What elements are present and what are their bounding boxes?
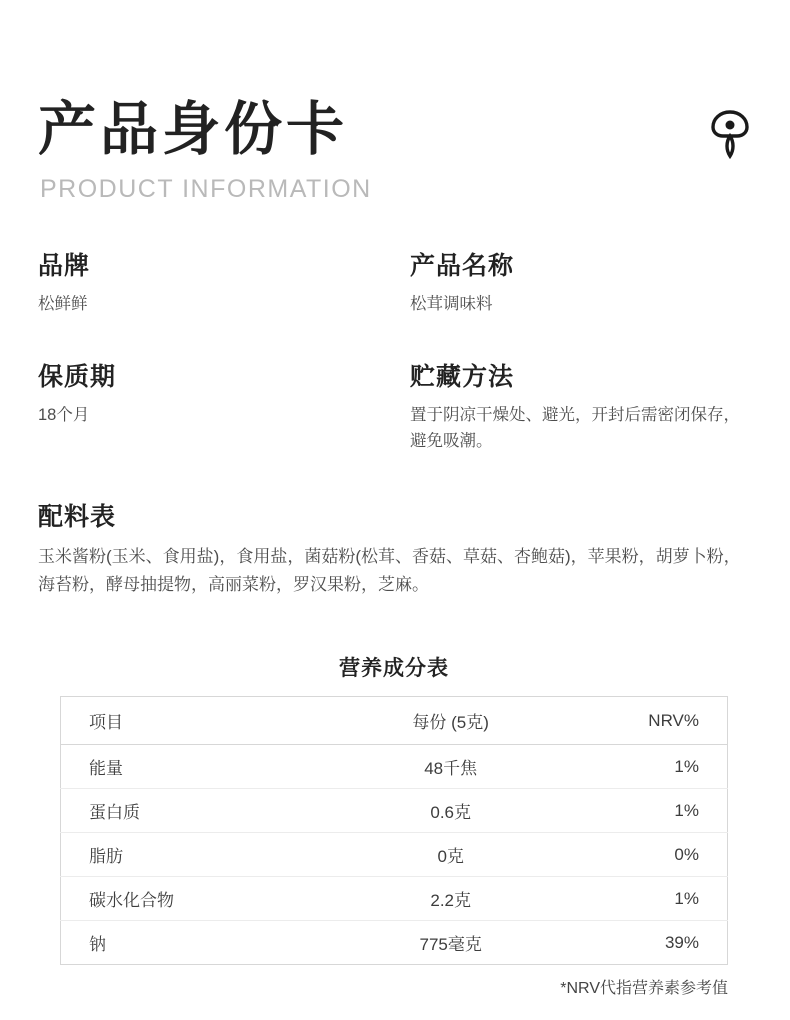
nrv-footnote: *NRV代指营养素参考值	[560, 980, 728, 998]
cell-item: 能量	[89, 759, 123, 779]
card-header	[38, 97, 750, 204]
table-row	[61, 745, 728, 789]
field-shelf-life-value: 18个月	[38, 406, 90, 425]
nutrition-table-body	[61, 745, 728, 965]
table-row	[61, 921, 728, 965]
field-product-name-label: 产品名称	[410, 251, 515, 280]
column-header-per-serving: 每份 (5克)	[341, 697, 561, 745]
cell-per-serving: 48千焦	[424, 759, 478, 779]
page-subtitle: PRODUCT INFORMATION	[40, 174, 372, 203]
page-title: 产品身份卡	[38, 97, 349, 162]
field-brand	[38, 246, 410, 318]
cell-per-serving: 2.2克	[341, 877, 561, 921]
cell-item: 碳水化合物	[61, 877, 341, 921]
column-header-nrv: NRV%	[561, 697, 728, 745]
nutrition-table-head	[61, 697, 728, 745]
ingredients-value: 玉米酱粉(玉米、食用盐)，食用盐，菌菇粉(松茸、香菇、草菇、杏鲍菇)，苹果粉，胡萝卜粉，海苔粉，酵母抽提物，高丽菜粉，罗汉果粉，芝麻。	[38, 546, 741, 595]
nutrition-table	[60, 696, 728, 965]
field-product-name-value: 松茸调味料	[410, 294, 493, 313]
field-storage-label: 贮藏方法	[410, 363, 515, 392]
cell-item: 钠	[61, 921, 341, 965]
cell-nrv: 0%	[561, 833, 728, 877]
field-storage-value: 置于阴凉干燥处、避光，开封后需密闭保存，避免吸潮。	[410, 406, 740, 451]
field-brand-label: 品牌	[38, 251, 91, 280]
table-header-row	[61, 697, 728, 745]
cell-nrv: 39%	[561, 921, 728, 965]
cell-nrv: 1%	[561, 877, 728, 921]
field-shelf-life-label: 保质期	[38, 363, 117, 392]
nutrition-title: 营养成分表	[339, 657, 449, 681]
table-row	[61, 789, 728, 833]
cell-nrv: 1%	[674, 756, 699, 776]
ingredients-label: 配料表	[38, 502, 117, 531]
column-header-item: 项目	[61, 697, 341, 745]
cell-per-serving: 775毫克	[341, 921, 561, 965]
info-grid	[38, 246, 750, 455]
cell-per-serving: 0克	[341, 833, 561, 877]
mushroom-logo-icon	[710, 110, 750, 162]
field-shelf-life	[38, 357, 410, 454]
field-product-name	[410, 246, 750, 318]
field-storage	[410, 357, 750, 454]
table-row	[61, 833, 728, 877]
field-brand-value: 松鲜鲜	[38, 294, 88, 313]
table-row	[61, 877, 728, 921]
ingredients-section	[38, 497, 750, 601]
cell-nrv: 1%	[561, 789, 728, 833]
cell-item: 脂肪	[61, 833, 341, 877]
cell-item: 蛋白质	[61, 789, 341, 833]
nutrition-section	[38, 652, 750, 998]
cell-per-serving: 0.6克	[341, 789, 561, 833]
